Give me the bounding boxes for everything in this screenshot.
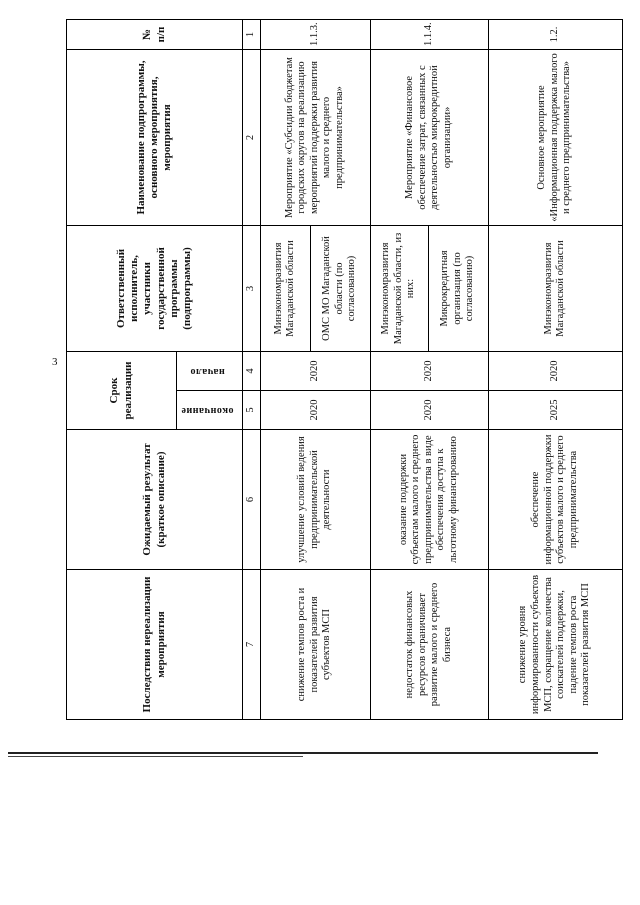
header-consequences: Последствия нереализации мероприятия xyxy=(67,570,243,720)
row-start-year: 2020 xyxy=(488,351,622,390)
column-number: 5 xyxy=(243,391,261,430)
table-row xyxy=(488,19,622,719)
column-number: 4 xyxy=(243,351,261,390)
row-consequences: снижение уровня информированности субъектов МСП, сокращение количества соискателей поддержки, падение темпов роста показателей развития МСП xyxy=(488,570,622,720)
row-consequences: снижение темпов роста и показателей развития субъектов МСП xyxy=(260,570,370,720)
header-num: № п/п xyxy=(67,19,243,49)
row-executor-primary: Минэкономразвития Магаданской области xyxy=(260,225,310,351)
row-end-year: 2020 xyxy=(370,391,488,430)
row-result: обеспечение информационной поддержки субъектов малого и среднего предпринимательства xyxy=(488,430,622,570)
row-name: Мероприятие «Финансовое обеспечение затрат, связанных с деятельностью микрокредитной организации» xyxy=(370,49,488,225)
header-result: Ожидаемый результат (краткое описание) xyxy=(67,430,243,570)
row-end-year: 2020 xyxy=(260,391,370,430)
column-number: 6 xyxy=(243,430,261,570)
header-end xyxy=(177,391,243,430)
row-executor-secondary: Микрокредитная организация (по согласованию) xyxy=(428,225,488,351)
row-number: 1.1.4. xyxy=(370,19,488,49)
header-row xyxy=(67,19,177,719)
page-separator-line-short xyxy=(8,756,303,757)
row-executor-primary: Минэкономразвития Магаданской области, из них: xyxy=(370,225,428,351)
row-number: 1.2. xyxy=(488,19,622,49)
header-end-label: окончание xyxy=(180,405,234,416)
row-name: Мероприятие «Субсидии бюджетам городских округов на реализацию мероприятий поддержки развития малого и среднего предпринимательства» xyxy=(260,49,370,225)
table-row xyxy=(370,19,428,719)
column-number-row xyxy=(243,19,261,719)
header-start-label: начало xyxy=(189,366,225,377)
header-term: Срок реализации xyxy=(67,351,177,429)
header-executor: Ответственный исполнитель, участники государственной программы (подпрограммы) xyxy=(67,225,243,351)
row-number: 1.1.3. xyxy=(260,19,370,49)
row-end-year: 2025 xyxy=(488,391,622,430)
column-number: 1 xyxy=(243,19,261,49)
row-name: Основное мероприятие «Информационная поддержка малого и среднего предпринимательства» xyxy=(488,49,622,225)
table-row xyxy=(260,19,310,719)
column-number: 3 xyxy=(243,225,261,351)
row-executor-primary: Минэкономразвития Магаданской области xyxy=(488,225,622,351)
row-result: оказание поддержки субъектам малого и среднего предпринимательства в виде обеспечения доступа к льготному финансированию xyxy=(370,430,488,570)
row-start-year: 2020 xyxy=(260,351,370,390)
page-number: 3 xyxy=(52,356,58,368)
row-executor-secondary: ОМС МО Магаданской области (по согласованию) xyxy=(310,225,370,351)
row-result: улучшение условий ведения предпринимательской деятельности xyxy=(260,430,370,570)
page-separator-line xyxy=(8,752,598,754)
row-start-year: 2020 xyxy=(370,351,488,390)
column-number: 2 xyxy=(243,49,261,225)
program-activities-table xyxy=(66,19,623,720)
column-number: 7 xyxy=(243,570,261,720)
header-start xyxy=(177,351,243,390)
row-consequences: недостаток финансовых ресурсов ограничивает развитие малого и среднего бизнеса xyxy=(370,570,488,720)
rotated-table-container xyxy=(66,19,623,720)
header-name: Наименование подпрограммы, основного мероприятия, мероприятия xyxy=(67,49,243,225)
